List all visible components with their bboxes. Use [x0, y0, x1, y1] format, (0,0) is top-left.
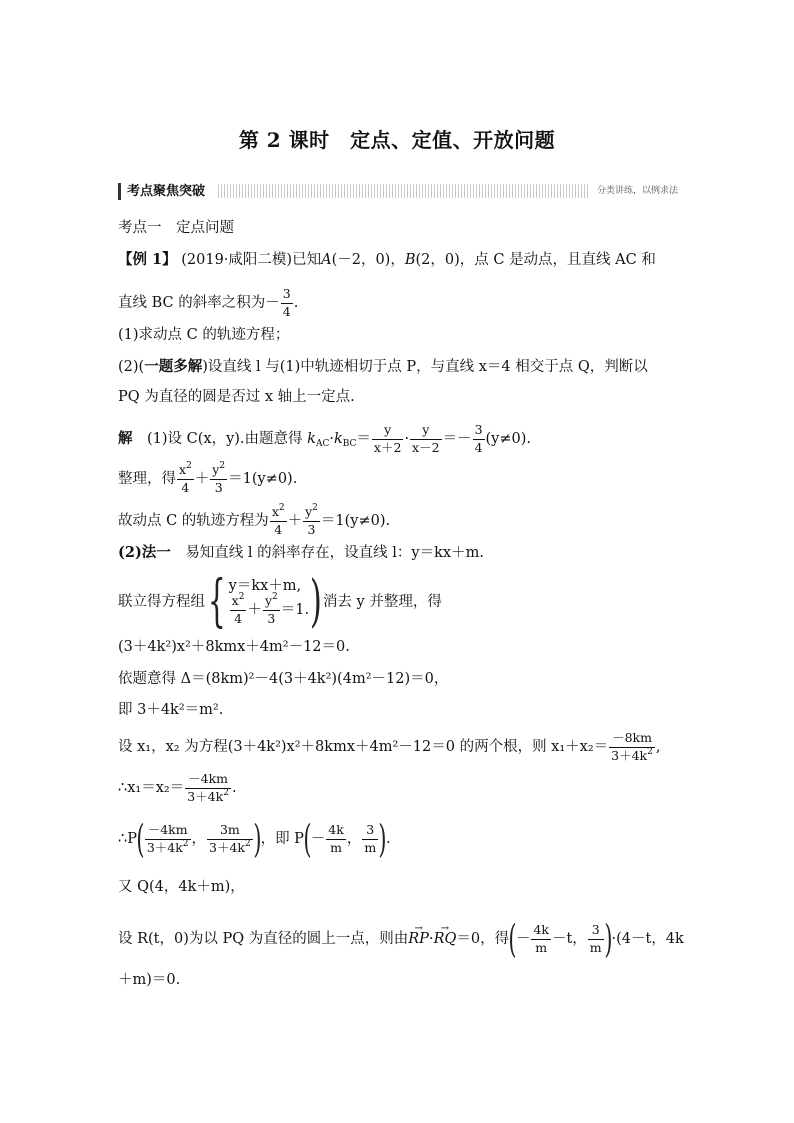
- solution-s9: 设 x₁，x₂ 为方程(3＋4k²)x²＋8kmx＋4m²－12＝0 的两个根，则 x₁＋x₂＝: [118, 739, 609, 755]
- example-condition: ，点 C 是动点，且直线 AC 和: [459, 252, 656, 268]
- solution-line-2: 整理，得 $\frac{x^2}{4}$ ＋ $\frac{y^2}{3}$ ＝1(y≠0).: [118, 461, 298, 495]
- frac-y-x-plus-2: $\frac{y}{x+2}$: [373, 422, 402, 455]
- solution-s4: 易知直线 l 的斜率存在，设直线 l：y＝kx＋m.: [185, 545, 484, 561]
- solution-line-12: 又 Q(4，4k＋m)，: [118, 879, 245, 895]
- solution-line-9: 设 x₁，x₂ 为方程(3＋4k²)x²＋8kmx＋4m²－12＝0 的两个根，则 x₁＋x₂＝ $\frac{-8km}{3+4k^2}$ ,: [118, 730, 661, 763]
- fraction-neg-3-4: $\frac{3}{4}$: [282, 286, 291, 319]
- part-2-text: 设直线 l 与(1)中轨迹相切于点 P，与直线 x＝4 相交于点 Q，判断以: [207, 359, 648, 375]
- solution-s11-mid: ，即 P: [260, 831, 304, 847]
- example-line-2: 直线 BC 的斜率之积为－ $\frac{3}{4}$ .: [118, 286, 299, 319]
- solution-s10: ∴x₁＝x₂＝: [118, 780, 185, 796]
- part-2-line-2: PQ 为直径的圆是否过 x 轴上一定点.: [118, 389, 355, 405]
- page-title: 第 2 课时 定点、定值、开放问题: [238, 128, 556, 152]
- solution-line-1: 解 (1)设 C(x，y).由题意得 $k_{AC}\cdot k_{BC}=$ $\frac{y}{x+2}$ · $\frac{y}{x-2}$ ＝－ $\frac{3}{4}$ (y≠0).: [118, 422, 532, 455]
- part-1: (1)求动点 C 的轨迹方程；: [118, 327, 290, 343]
- section-heading: 考点一 定点问题: [118, 220, 234, 236]
- part-2-line-1: (2)(一题多解)设直线 l 与(1)中轨迹相切于点 P，与直线 x＝4 相交于点 Q，判断以: [118, 358, 648, 375]
- solution-head: 解: [118, 430, 133, 447]
- solution-line-14: ＋m)＝0.: [118, 972, 181, 988]
- left-brace: {: [207, 569, 226, 634]
- banner-caption: 分类讲练，以例求法: [589, 183, 680, 200]
- example-slope-text: 直线 BC 的斜率之积为: [118, 295, 266, 311]
- solution-line-3: 故动点 C 的轨迹方程为 $\frac{x^2}{4}$ ＋ $\frac{y^2}{3}$ ＝1(y≠0).: [118, 503, 391, 537]
- solution-s11-pre: ∴P: [118, 831, 137, 847]
- frac-neg8km: $\frac{-8km}{3+4k^2}$: [611, 730, 653, 763]
- frac-y-x-minus-2: $\frac{y}{x-2}$: [412, 422, 440, 455]
- solution-s2: 整理，得: [118, 471, 176, 487]
- section-banner: [118, 183, 680, 200]
- frac-x2-4-b: $\frac{x^2}{4}$: [271, 503, 285, 537]
- frac-3-4: $\frac{3}{4}$: [474, 422, 483, 455]
- solution-line-11: ∴P( $\frac{-4km}{3+4k^2}$ ， $\frac{3m}{3+4k^2}$ )，即 P(－ $\frac{4k}{m}$ ， $\frac{3}{m}$ ).: [118, 817, 391, 861]
- example-label: 【例 1】: [118, 251, 177, 268]
- vector-rq: → RQ: [434, 929, 457, 949]
- right-paren: ): [309, 569, 323, 634]
- solution-s13-pre: 设 R(t，0)为以 PQ 为直径的圆上一点，则由: [118, 931, 409, 947]
- solution-line-8: 即 3＋4k²＝m².: [118, 702, 224, 718]
- solution-s13-post: ·(4－t，4k: [611, 931, 684, 947]
- banner-tag: 考点聚焦突破: [118, 183, 209, 200]
- solution-line-4: [118, 543, 484, 563]
- solution-line-7: 依题意得 Δ＝(8km)²－4(3＋4k²)(4m²－12)＝0，: [118, 671, 449, 687]
- solution-line-13: 设 R(t，0)为以 PQ 为直径的圆上一点，则由→ RP·→ RQ＝0，得(－ $\frac{4k}{m}$ －t， $\frac{3}{m}$ )·(4－t，4k: [118, 920, 684, 958]
- frac-x2-4: $\frac{x^2}{4}$: [179, 461, 192, 495]
- frac-y2-3-b: $\frac{y^2}{3}$: [305, 503, 318, 537]
- example-source: (2019·咸阳二模)已知: [181, 252, 322, 268]
- method-one-label: (2)法一: [118, 544, 171, 561]
- vector-rp: → RP: [408, 929, 429, 949]
- equation-system: y＝kx＋m, $\frac{x^2}{4}$ ＋ $\frac{y^2}{3}$ ＝1.: [228, 577, 310, 626]
- frac-y2-3: $\frac{y^2}{3}$: [212, 461, 226, 495]
- multi-solution-tag: 一题多解: [144, 358, 203, 375]
- solution-s5-pre: 联立得方程组: [118, 594, 205, 610]
- solution-line-6: (3＋4k²)x²＋8kmx＋4m²－12＝0.: [118, 639, 350, 655]
- solution-s3: 故动点 C 的轨迹方程为: [118, 513, 269, 529]
- frac-neg4km: $\frac{-4km}{3+4k^2}$: [187, 771, 229, 804]
- solution-line-10: ∴x₁＝x₂＝ $\frac{-4km}{3+4k^2}$ .: [118, 771, 237, 804]
- solution-s13-mid: ＝0，得: [456, 931, 510, 947]
- example-line-1: 【例 1】 (2019·咸阳二模)已知A(－2，0)，B(2，0)，点 C 是动点，且直线 AC 和: [118, 251, 656, 268]
- solution-s1: (1)设 C(x，y).由题意得: [147, 431, 303, 447]
- solution-s5-post: 消去 y 并整理，得: [322, 594, 442, 610]
- solution-line-5: [118, 569, 442, 634]
